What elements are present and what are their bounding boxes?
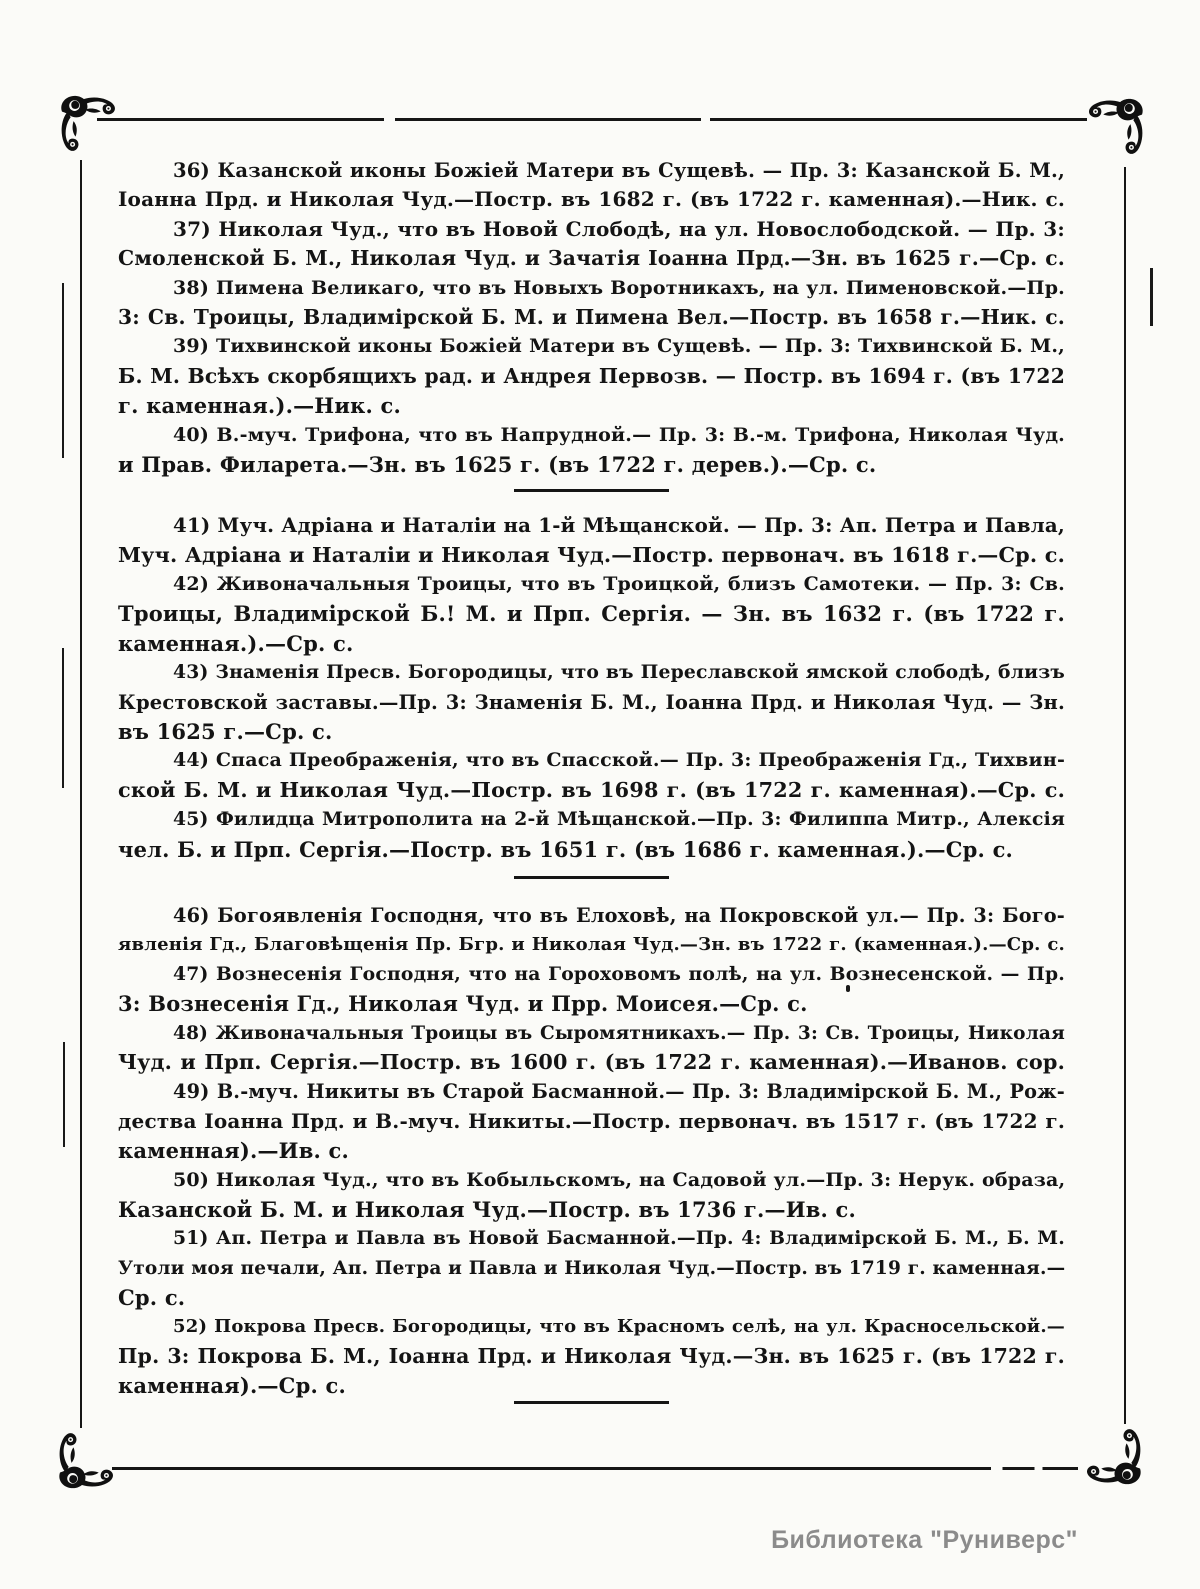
entry-line: 3: Св. Троицы, Владимірской Б. М. и Пимена Вел.—Постр. въ 1658 г.—Ник. с. [118,304,1065,329]
entry-line: 39) Тихвинской иконы Божіей Матери въ Сущевѣ. — Пр. 3: Тихвинской Б. М., [173,335,1065,358]
section-divider [514,1401,669,1404]
church-entry-49 [118,1077,1065,1165]
ink-speck [846,985,850,992]
entry-line: ской Б. М. и Николая Чуд.—Постр. въ 1698 г. (въ 1722 г. каменная).—Ср. с. [118,777,1065,802]
scan-artifact [63,1042,65,1147]
church-entry-44 [118,746,1065,805]
church-entry-37 [118,215,1065,274]
section-divider [514,489,669,492]
entry-group [118,511,1065,864]
entry-line: Утоли моя печали, Ап. Петра и Павла и Николая Чуд.—Постр. въ 1719 г. каменная.— [118,1257,1065,1279]
entry-line: 52) Покрова Пресв. Богородицы, что въ Красномъ селѣ, на ул. Красносельской.— [173,1316,1065,1338]
entry-line: 50) Николая Чуд., что въ Кобыльскомъ, на Садовой ул.—Пр. 3: Нерук. образа, [173,1168,1065,1191]
entry-group [118,156,1065,479]
church-entry-51 [118,1224,1065,1312]
entry-line: 3: Вознесенія Гд., Николая Чуд. и Прр. Моисея.—Ср. с. [118,991,808,1017]
entry-line: Б. М. Всѣхъ скорбящихъ рад. и Андрея Первозв. — Постр. въ 1694 г. (въ 1722 [118,363,1065,388]
entry-line: 44) Спаса Преображенія, что въ Спасской.— Пр. 3: Преображенія Гд., Тихвин- [173,749,1065,772]
entry-line: 51) Ап. Петра и Павла въ Новой Басманной.—Пр. 4: Владимірской Б. М., Б. М. [173,1227,1065,1250]
entry-line: въ 1625 г.—Ср. с. [118,719,333,745]
church-entry-38 [118,274,1065,333]
entry-line: Троицы, Владимірской Б.! М. и Прп. Сергія. — Зн. въ 1632 г. (въ 1722 г. [118,601,1065,627]
entry-group [118,901,1065,1401]
scan-artifact [62,283,64,458]
entry-line: 38) Пимена Великаго, что въ Новыхъ Воротникахъ, на ул. Пименовской.—Пр. [173,276,1065,299]
church-entry-47 [118,960,1065,1019]
church-entry-41 [118,511,1065,570]
entry-line: г. каменная.).—Ник. с. [118,393,401,419]
frame-rule-right [1124,167,1126,1424]
entry-line: 47) Вознесенія Господня, что на Гороховомъ полѣ, на ул. Вознесенской. — Пр. [173,962,1065,985]
frame-rule-left [80,160,82,1428]
entry-line: каменная).—Ср. с. [118,1373,347,1399]
church-entry-48 [118,1019,1065,1078]
church-entry-52 [118,1312,1065,1400]
church-entry-40 [118,421,1065,480]
church-entry-39 [118,332,1065,420]
entry-line: 37) Николая Чуд., что въ Новой Слободѣ, на ул. Новослободской. — Пр. 3: [173,216,1065,241]
entry-line: каменная.).—Ср. с. [118,630,354,656]
watermark: Библиотека "Руниверс" [771,1526,1078,1554]
church-list [118,156,1065,1404]
entry-line: 41) Муч. Адріана и Наталіи на 1-й Мѣщанской. — Пр. 3: Ап. Петра и Павла, [173,513,1065,538]
floral-corner-icon [58,94,124,156]
scan-artifact [62,648,64,788]
entry-line: Іоанна Прд. и Николая Чуд.—Постр. въ 1682 г. (въ 1722 г. каменная).—Ник. с. [118,187,1065,212]
entry-line: 36) Казанской иконы Божіей Матери въ Сущевѣ. — Пр. 3: Казанской Б. М., [173,159,1065,182]
entry-line: Крестовской заставы.—Пр. 3: Знаменія Б. М., Іоанна Прд. и Николая Чуд. — Зн. [118,690,1065,714]
entry-line: каменная).—Ив. с. [118,1138,350,1164]
church-entry-36 [118,156,1065,215]
entry-line: чел. Б. и Прп. Сергія.—Постр. въ 1651 г. (въ 1686 г. каменная.).—Ср. с. [118,836,1014,862]
floral-corner-icon [56,1428,122,1490]
church-entry-42 [118,570,1065,658]
church-entry-46 [118,901,1065,960]
entry-line: 49) В.-муч. Никиты въ Старой Басманной.— Пр. 3: Владимірской Б. М., Рож- [173,1080,1065,1104]
entry-line: дества Іоанна Прд. и В.-муч. Никиты.—Постр. первонач. въ 1517 г. (въ 1722 г. [118,1108,1065,1133]
entry-line: Ср. с. [118,1285,186,1311]
frame-rule-bottom [112,1467,1078,1470]
church-entry-43 [118,658,1065,746]
entry-line: Муч. Адріана и Наталіи и Николая Чуд.—Постр. первонач. въ 1618 г.—Ср. с. [118,542,1065,567]
church-entry-45 [118,805,1065,864]
floral-corner-icon [1078,1424,1144,1486]
entry-line: 46) Богоявленія Господня, что въ Елоховѣ, на Покровской ул.— Пр. 3: Бого- [173,903,1065,927]
entry-line: Пр. 3: Покрова Б. М., Іоанна Прд. и Николая Чуд.—Зн. въ 1625 г. (въ 1722 г. [118,1343,1065,1368]
section-divider [514,876,669,879]
floral-corner-icon [1080,97,1146,159]
entry-line: 40) В.-муч. Трифона, что въ Напрудной.— Пр. 3: В.-м. Трифона, Николая Чуд. [173,423,1065,446]
entry-line: 48) Живоначальныя Троицы въ Сыромятникахъ.— Пр. 3: Св. Троицы, Николая [173,1022,1065,1044]
church-entry-50 [118,1166,1065,1225]
entry-line: 42) Живоначальныя Троицы, что въ Троицкой, близъ Самотеки. — Пр. 3: Св. [173,573,1065,596]
frame-rule-top [97,118,1087,121]
entry-line: 43) Знаменія Пресв. Богородицы, что въ Переславской ямской слободѣ, близъ [173,661,1065,684]
scan-artifact [1150,268,1153,326]
entry-line: Чуд. и Прп. Сергія.—Постр. въ 1600 г. (въ 1722 г. каменная).—Иванов. сор. [118,1049,1065,1074]
entry-line: и Прав. Филарета.—Зн. въ 1625 г. (въ 1722 г. дерев.).—Ср. с. [118,451,877,477]
entry-line: 45) Филидца Митрополита на 2-й Мѣщанской.—Пр. 3: Филиппа Митр., Алексія [173,808,1065,831]
entry-line: Казанской Б. М. и Николая Чуд.—Постр. въ 1736 г.—Ив. с. [118,1196,857,1222]
entry-line: явленія Гд., Благовѣщенія Пр. Бгр. и Николая Чуд.—Зн. въ 1722 г. (каменная.).—Ср. с. [118,934,1065,956]
entry-line: Смоленской Б. М., Николая Чуд. и Зачатія Іоанна Прд.—Зн. въ 1625 г.—Ср. с. [118,246,1065,271]
